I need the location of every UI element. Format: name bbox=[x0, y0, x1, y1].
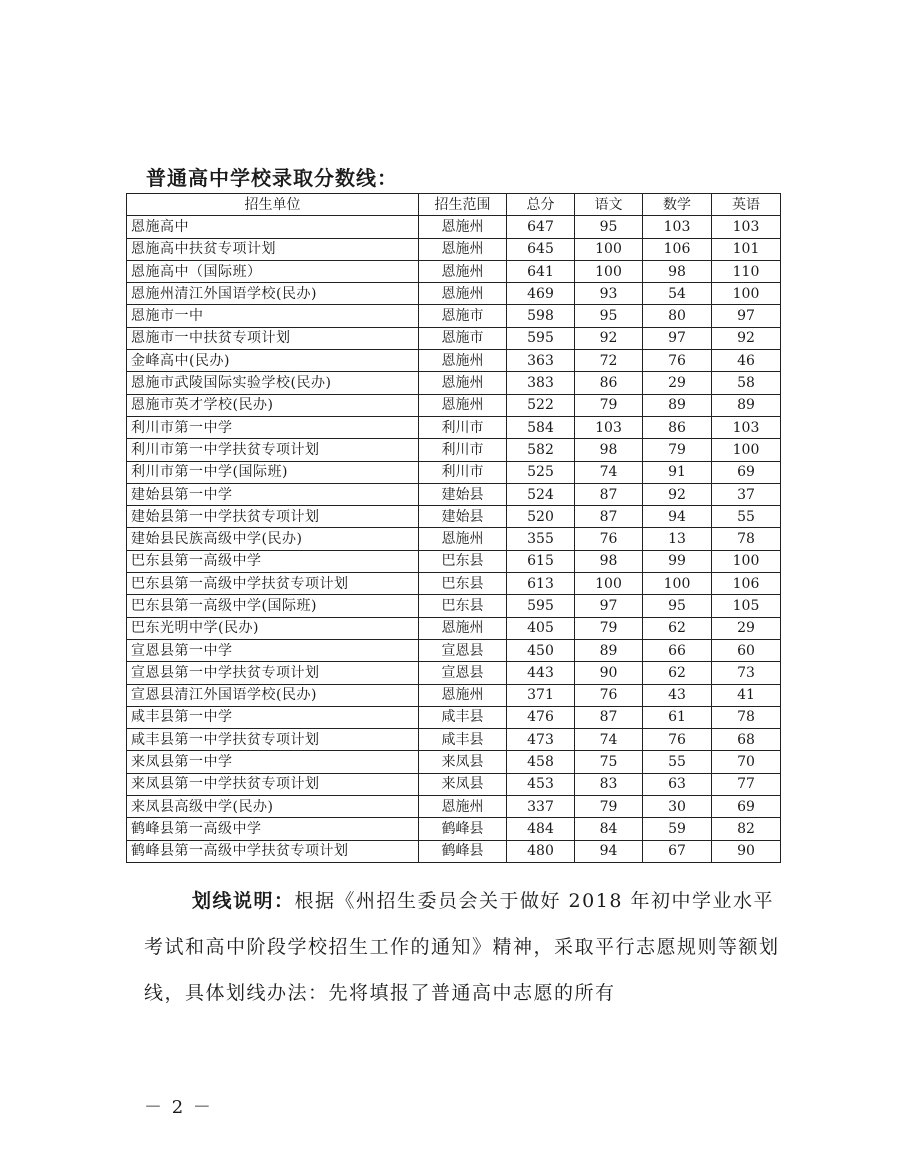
english-score-cell: 82 bbox=[712, 818, 781, 840]
scope-cell: 巴东县 bbox=[419, 573, 507, 595]
school-name-cell: 恩施市一中 bbox=[127, 305, 419, 327]
table-row bbox=[127, 350, 781, 372]
scope-cell: 利川市 bbox=[419, 439, 507, 461]
math-score-cell: 106 bbox=[643, 238, 712, 260]
english-score-cell: 101 bbox=[712, 238, 781, 260]
chinese-score-cell: 98 bbox=[575, 439, 643, 461]
chinese-score-cell: 103 bbox=[575, 416, 643, 438]
total-score-cell: 641 bbox=[507, 260, 575, 282]
scope-cell: 鹤峰县 bbox=[419, 840, 507, 862]
school-name-cell: 建始县第一中学扶贫专项计划 bbox=[127, 506, 419, 528]
total-score-cell: 458 bbox=[507, 751, 575, 773]
english-score-cell: 105 bbox=[712, 595, 781, 617]
paragraph-text: 根据《州招生委员会关于做好 2018 年初中学业水平考试和高中阶段学校招生工作的通知》精神，采取平行志愿规则等额划线，具体划线办法：先将填报了普通高中志愿的所有 bbox=[144, 890, 780, 1004]
school-name-cell: 恩施市一中扶贫专项计划 bbox=[127, 327, 419, 349]
english-score-cell: 92 bbox=[712, 327, 781, 349]
table-row bbox=[127, 729, 781, 751]
scope-cell: 恩施州 bbox=[419, 796, 507, 818]
school-name-cell: 巴东县第一高级中学(国际班) bbox=[127, 595, 419, 617]
english-score-cell: 90 bbox=[712, 840, 781, 862]
total-score-cell: 595 bbox=[507, 595, 575, 617]
school-name-cell: 恩施高中 bbox=[127, 216, 419, 238]
school-name-cell: 宣恩县第一中学扶贫专项计划 bbox=[127, 662, 419, 684]
table-row bbox=[127, 416, 781, 438]
total-score-cell: 405 bbox=[507, 617, 575, 639]
table-row bbox=[127, 216, 781, 238]
english-score-cell: 69 bbox=[712, 796, 781, 818]
school-name-cell: 恩施高中（国际班） bbox=[127, 260, 419, 282]
school-name-cell: 建始县民族高级中学(民办) bbox=[127, 528, 419, 550]
scope-cell: 建始县 bbox=[419, 483, 507, 505]
chinese-score-cell: 93 bbox=[575, 283, 643, 305]
table-row bbox=[127, 639, 781, 661]
table-row bbox=[127, 528, 781, 550]
scope-cell: 恩施州 bbox=[419, 617, 507, 639]
chinese-score-cell: 79 bbox=[575, 617, 643, 639]
table-row bbox=[127, 305, 781, 327]
school-name-cell: 利川市第一中学扶贫专项计划 bbox=[127, 439, 419, 461]
math-score-cell: 100 bbox=[643, 573, 712, 595]
math-score-cell: 79 bbox=[643, 439, 712, 461]
school-name-cell: 来凤县高级中学(民办) bbox=[127, 796, 419, 818]
english-score-cell: 110 bbox=[712, 260, 781, 282]
chinese-score-cell: 98 bbox=[575, 550, 643, 572]
scope-cell: 恩施州 bbox=[419, 283, 507, 305]
total-score-cell: 473 bbox=[507, 729, 575, 751]
math-score-cell: 62 bbox=[643, 662, 712, 684]
english-score-cell: 69 bbox=[712, 461, 781, 483]
chinese-score-cell: 75 bbox=[575, 751, 643, 773]
total-score-cell: 598 bbox=[507, 305, 575, 327]
math-score-cell: 62 bbox=[643, 617, 712, 639]
chinese-score-cell: 87 bbox=[575, 506, 643, 528]
chinese-score-cell: 76 bbox=[575, 528, 643, 550]
chinese-score-cell: 79 bbox=[575, 394, 643, 416]
column-header-school: 招生单位 bbox=[127, 194, 419, 216]
chinese-score-cell: 100 bbox=[575, 573, 643, 595]
table-row bbox=[127, 439, 781, 461]
scope-cell: 恩施州 bbox=[419, 260, 507, 282]
table-row bbox=[127, 461, 781, 483]
school-name-cell: 鹤峰县第一高级中学 bbox=[127, 818, 419, 840]
chinese-score-cell: 100 bbox=[575, 260, 643, 282]
total-score-cell: 524 bbox=[507, 483, 575, 505]
english-score-cell: 103 bbox=[712, 216, 781, 238]
scope-cell: 来凤县 bbox=[419, 773, 507, 795]
table-row bbox=[127, 796, 781, 818]
total-score-cell: 383 bbox=[507, 372, 575, 394]
math-score-cell: 29 bbox=[643, 372, 712, 394]
page-heading: 普通高中学校录取分数线： bbox=[146, 166, 398, 190]
school-name-cell: 巴东县第一高级中学 bbox=[127, 550, 419, 572]
english-score-cell: 37 bbox=[712, 483, 781, 505]
table-header-row bbox=[127, 194, 781, 216]
scope-cell: 鹤峰县 bbox=[419, 818, 507, 840]
math-score-cell: 80 bbox=[643, 305, 712, 327]
total-score-cell: 613 bbox=[507, 573, 575, 595]
chinese-score-cell: 76 bbox=[575, 684, 643, 706]
english-score-cell: 100 bbox=[712, 550, 781, 572]
chinese-score-cell: 89 bbox=[575, 639, 643, 661]
chinese-score-cell: 84 bbox=[575, 818, 643, 840]
english-score-cell: 29 bbox=[712, 617, 781, 639]
math-score-cell: 54 bbox=[643, 283, 712, 305]
paragraph-label: 划线说明： bbox=[192, 890, 295, 912]
school-name-cell: 恩施州清江外国语学校(民办) bbox=[127, 283, 419, 305]
table-row bbox=[127, 260, 781, 282]
total-score-cell: 522 bbox=[507, 394, 575, 416]
math-score-cell: 59 bbox=[643, 818, 712, 840]
table-row bbox=[127, 372, 781, 394]
total-score-cell: 484 bbox=[507, 818, 575, 840]
math-score-cell: 13 bbox=[643, 528, 712, 550]
school-name-cell: 来凤县第一中学扶贫专项计划 bbox=[127, 773, 419, 795]
chinese-score-cell: 72 bbox=[575, 350, 643, 372]
chinese-score-cell: 94 bbox=[575, 840, 643, 862]
table-row bbox=[127, 840, 781, 862]
scope-cell: 咸丰县 bbox=[419, 729, 507, 751]
scope-cell: 巴东县 bbox=[419, 550, 507, 572]
math-score-cell: 97 bbox=[643, 327, 712, 349]
table-row bbox=[127, 818, 781, 840]
scope-cell: 来凤县 bbox=[419, 751, 507, 773]
school-name-cell: 建始县第一中学 bbox=[127, 483, 419, 505]
chinese-score-cell: 100 bbox=[575, 238, 643, 260]
total-score-cell: 480 bbox=[507, 840, 575, 862]
total-score-cell: 371 bbox=[507, 684, 575, 706]
english-score-cell: 89 bbox=[712, 394, 781, 416]
english-score-cell: 103 bbox=[712, 416, 781, 438]
english-score-cell: 60 bbox=[712, 639, 781, 661]
math-score-cell: 86 bbox=[643, 416, 712, 438]
scope-cell: 恩施州 bbox=[419, 350, 507, 372]
table-row bbox=[127, 506, 781, 528]
column-header-math: 数学 bbox=[643, 194, 712, 216]
total-score-cell: 450 bbox=[507, 639, 575, 661]
school-name-cell: 巴东光明中学(民办) bbox=[127, 617, 419, 639]
school-name-cell: 金峰高中(民办) bbox=[127, 350, 419, 372]
table-body bbox=[127, 216, 781, 863]
table-row bbox=[127, 327, 781, 349]
explanation-paragraph bbox=[144, 878, 784, 1016]
math-score-cell: 76 bbox=[643, 729, 712, 751]
math-score-cell: 55 bbox=[643, 751, 712, 773]
admission-score-table bbox=[126, 193, 781, 863]
scope-cell: 建始县 bbox=[419, 506, 507, 528]
table-row bbox=[127, 617, 781, 639]
english-score-cell: 70 bbox=[712, 751, 781, 773]
school-name-cell: 宣恩县第一中学 bbox=[127, 639, 419, 661]
table-row bbox=[127, 283, 781, 305]
table-row bbox=[127, 595, 781, 617]
scope-cell: 恩施州 bbox=[419, 238, 507, 260]
total-score-cell: 584 bbox=[507, 416, 575, 438]
english-score-cell: 68 bbox=[712, 729, 781, 751]
scope-cell: 咸丰县 bbox=[419, 706, 507, 728]
math-score-cell: 94 bbox=[643, 506, 712, 528]
math-score-cell: 98 bbox=[643, 260, 712, 282]
scope-cell: 恩施州 bbox=[419, 394, 507, 416]
school-name-cell: 咸丰县第一中学 bbox=[127, 706, 419, 728]
english-score-cell: 58 bbox=[712, 372, 781, 394]
school-name-cell: 恩施市英才学校(民办) bbox=[127, 394, 419, 416]
english-score-cell: 55 bbox=[712, 506, 781, 528]
table-row bbox=[127, 706, 781, 728]
math-score-cell: 43 bbox=[643, 684, 712, 706]
table-row bbox=[127, 394, 781, 416]
scope-cell: 巴东县 bbox=[419, 595, 507, 617]
total-score-cell: 582 bbox=[507, 439, 575, 461]
total-score-cell: 476 bbox=[507, 706, 575, 728]
english-score-cell: 73 bbox=[712, 662, 781, 684]
english-score-cell: 97 bbox=[712, 305, 781, 327]
english-score-cell: 106 bbox=[712, 573, 781, 595]
table-row bbox=[127, 751, 781, 773]
total-score-cell: 525 bbox=[507, 461, 575, 483]
chinese-score-cell: 87 bbox=[575, 706, 643, 728]
total-score-cell: 355 bbox=[507, 528, 575, 550]
chinese-score-cell: 95 bbox=[575, 305, 643, 327]
school-name-cell: 来凤县第一中学 bbox=[127, 751, 419, 773]
table-row bbox=[127, 773, 781, 795]
school-name-cell: 恩施市武陵国际实验学校(民办) bbox=[127, 372, 419, 394]
english-score-cell: 77 bbox=[712, 773, 781, 795]
math-score-cell: 67 bbox=[643, 840, 712, 862]
scope-cell: 利川市 bbox=[419, 416, 507, 438]
math-score-cell: 66 bbox=[643, 639, 712, 661]
school-name-cell: 鹤峰县第一高级中学扶贫专项计划 bbox=[127, 840, 419, 862]
english-score-cell: 78 bbox=[712, 528, 781, 550]
english-score-cell: 100 bbox=[712, 439, 781, 461]
total-score-cell: 443 bbox=[507, 662, 575, 684]
math-score-cell: 63 bbox=[643, 773, 712, 795]
chinese-score-cell: 74 bbox=[575, 729, 643, 751]
chinese-score-cell: 79 bbox=[575, 796, 643, 818]
scope-cell: 恩施市 bbox=[419, 327, 507, 349]
math-score-cell: 89 bbox=[643, 394, 712, 416]
math-score-cell: 95 bbox=[643, 595, 712, 617]
chinese-score-cell: 97 bbox=[575, 595, 643, 617]
math-score-cell: 92 bbox=[643, 483, 712, 505]
table-row bbox=[127, 662, 781, 684]
chinese-score-cell: 95 bbox=[575, 216, 643, 238]
chinese-score-cell: 87 bbox=[575, 483, 643, 505]
math-score-cell: 91 bbox=[643, 461, 712, 483]
english-score-cell: 41 bbox=[712, 684, 781, 706]
total-score-cell: 595 bbox=[507, 327, 575, 349]
total-score-cell: 337 bbox=[507, 796, 575, 818]
total-score-cell: 520 bbox=[507, 506, 575, 528]
chinese-score-cell: 90 bbox=[575, 662, 643, 684]
english-score-cell: 78 bbox=[712, 706, 781, 728]
english-score-cell: 46 bbox=[712, 350, 781, 372]
chinese-score-cell: 83 bbox=[575, 773, 643, 795]
english-score-cell: 100 bbox=[712, 283, 781, 305]
scope-cell: 恩施州 bbox=[419, 372, 507, 394]
scope-cell: 利川市 bbox=[419, 461, 507, 483]
math-score-cell: 99 bbox=[643, 550, 712, 572]
math-score-cell: 76 bbox=[643, 350, 712, 372]
scope-cell: 恩施州 bbox=[419, 216, 507, 238]
total-score-cell: 453 bbox=[507, 773, 575, 795]
total-score-cell: 363 bbox=[507, 350, 575, 372]
table-row bbox=[127, 550, 781, 572]
math-score-cell: 61 bbox=[643, 706, 712, 728]
table-row bbox=[127, 483, 781, 505]
column-header-english: 英语 bbox=[712, 194, 781, 216]
school-name-cell: 咸丰县第一中学扶贫专项计划 bbox=[127, 729, 419, 751]
table-row bbox=[127, 573, 781, 595]
scope-cell: 宣恩县 bbox=[419, 662, 507, 684]
school-name-cell: 巴东县第一高级中学扶贫专项计划 bbox=[127, 573, 419, 595]
column-header-chinese: 语文 bbox=[575, 194, 643, 216]
table-row bbox=[127, 684, 781, 706]
scope-cell: 恩施州 bbox=[419, 684, 507, 706]
page-number: － 2 － bbox=[144, 1097, 213, 1118]
scope-cell: 恩施州 bbox=[419, 528, 507, 550]
math-score-cell: 103 bbox=[643, 216, 712, 238]
chinese-score-cell: 86 bbox=[575, 372, 643, 394]
school-name-cell: 宣恩县清江外国语学校(民办) bbox=[127, 684, 419, 706]
school-name-cell: 利川市第一中学 bbox=[127, 416, 419, 438]
column-header-total: 总分 bbox=[507, 194, 575, 216]
school-name-cell: 恩施高中扶贫专项计划 bbox=[127, 238, 419, 260]
total-score-cell: 645 bbox=[507, 238, 575, 260]
chinese-score-cell: 92 bbox=[575, 327, 643, 349]
total-score-cell: 647 bbox=[507, 216, 575, 238]
scope-cell: 恩施市 bbox=[419, 305, 507, 327]
math-score-cell: 30 bbox=[643, 796, 712, 818]
school-name-cell: 利川市第一中学(国际班) bbox=[127, 461, 419, 483]
column-header-scope: 招生范围 bbox=[419, 194, 507, 216]
table-row bbox=[127, 238, 781, 260]
chinese-score-cell: 74 bbox=[575, 461, 643, 483]
total-score-cell: 469 bbox=[507, 283, 575, 305]
total-score-cell: 615 bbox=[507, 550, 575, 572]
scope-cell: 宣恩县 bbox=[419, 639, 507, 661]
